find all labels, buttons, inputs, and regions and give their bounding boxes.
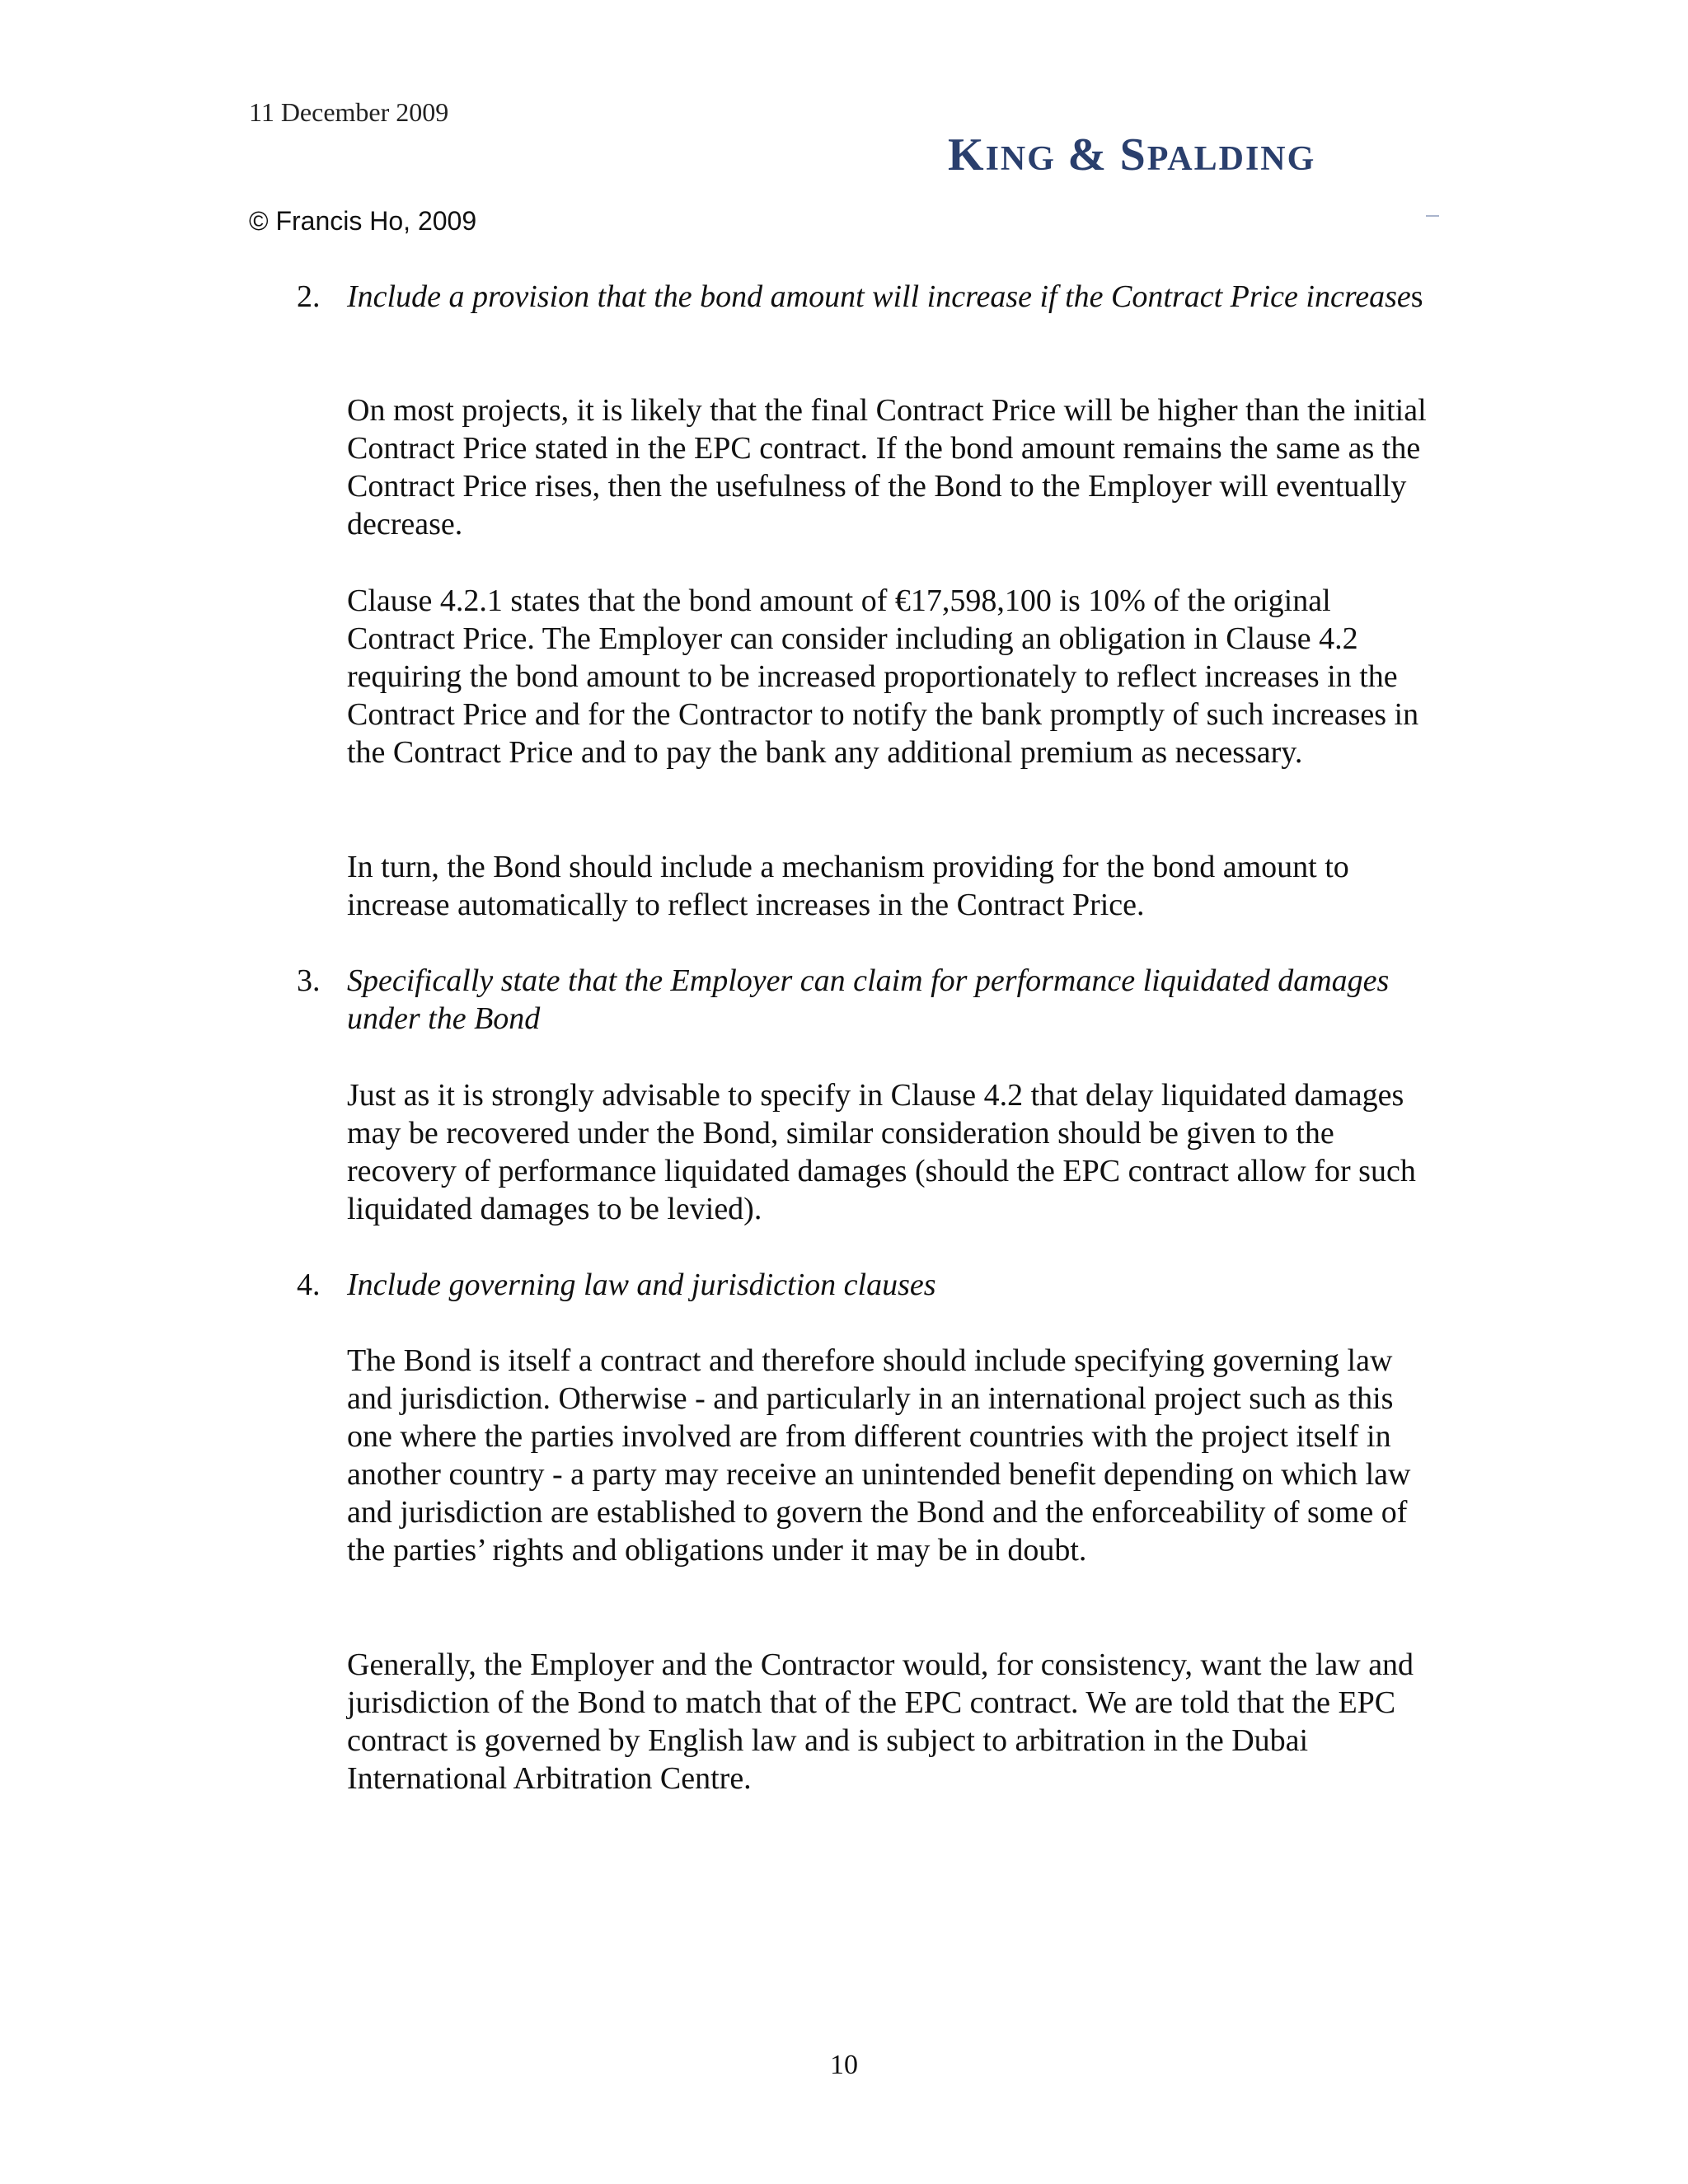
section-heading: Specifically state that the Employer can claim for performance liquidated damages under the Bond bbox=[347, 963, 1390, 1036]
king-spalding-logo: KING & SPALDING bbox=[948, 129, 1316, 180]
section-heading-text: Include a provision that the bond amount will increase if the Contract Price increase bbox=[347, 279, 1411, 314]
header-date: 11 December 2009 bbox=[249, 97, 449, 127]
page-number: 10 bbox=[830, 2050, 858, 2080]
section-heading bbox=[347, 278, 1443, 316]
logo-underline-mark bbox=[1426, 215, 1439, 217]
header-copyright: © Francis Ho, 2009 bbox=[249, 206, 477, 236]
paragraph: In turn, the Bond should include a mechanism providing for the bond amount to increase automatically to reflect increases in the Contract Price. bbox=[347, 850, 1349, 922]
section-heading-tail: s bbox=[1410, 279, 1423, 314]
paragraph: Clause 4.2.1 states that the bond amount of €17,598,100 is 10% of the original Contract Price. The Employer can consider including an obligation in Clause 4.2 requiring the bond amount to be increased proportionately to reflect increases in the Contract Price and for the Contractor to notify the bank promptly of such increases in the Contract Price and to pay the bank any additional premium as necessary. bbox=[347, 583, 1419, 770]
paragraph: Generally, the Employer and the Contractor would, for consistency, want the law and jurisdiction of the Bond to match that of the EPC contract. We are told that the EPC contract is governed by English law and is subject to arbitration in the Dubai International Arbitration Centre. bbox=[347, 1647, 1414, 1796]
paragraph: On most projects, it is likely that the final Contract Price will be higher than the initial Contract Price stated in the EPC contract. If the bond amount remains the same as the Contract Price rises, then the usefulness of the Bond to the Employer will eventually decrease. bbox=[347, 393, 1427, 541]
paragraph: Just as it is strongly advisable to specify in Clause 4.2 that delay liquidated damages may be recovered under the Bond, similar consideration should be given to the recovery of performance liquidated damages (should the EPC contract allow for such liquidated damages to be levied). bbox=[347, 1078, 1416, 1226]
section-number: 2. bbox=[297, 279, 321, 314]
section-number: 3. bbox=[297, 963, 321, 998]
section-number: 4. bbox=[297, 1268, 321, 1302]
paragraph: The Bond is itself a contract and therefore should include specifying governing law and jurisdiction. Otherwise - and particularly in an international project such as this one where the parties involved are from different countries with the project itself in another country - a party may receive an unintended benefit depending on which law and jurisdiction are established to govern the Bond and the enforceability of some of the parties’ rights and obligations under it may be in doubt. bbox=[347, 1343, 1411, 1568]
section-heading: Include governing law and jurisdiction clauses bbox=[347, 1268, 936, 1302]
